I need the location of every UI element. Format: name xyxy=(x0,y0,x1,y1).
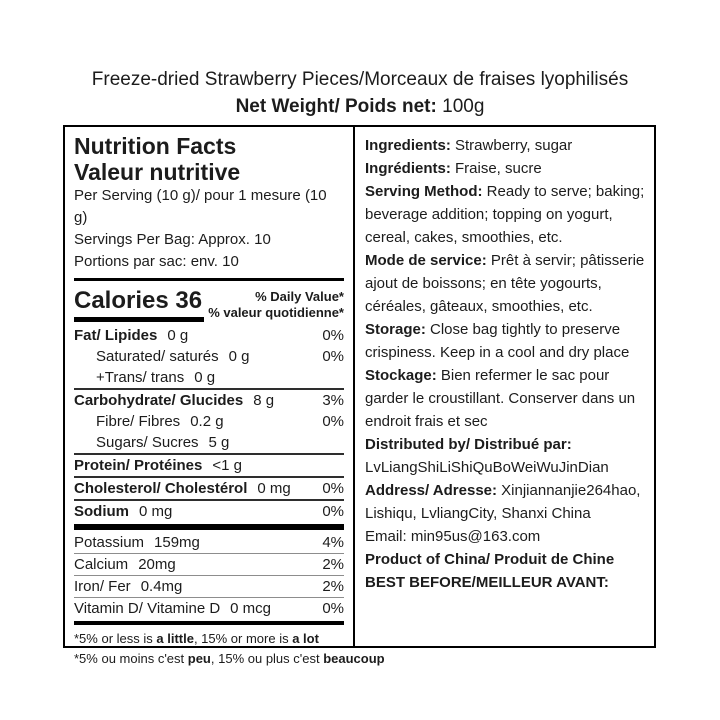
nutrient-row xyxy=(74,346,344,367)
nutrient-amount: 0 g xyxy=(194,369,216,386)
separator xyxy=(74,524,344,530)
calories-value: Calories 36 xyxy=(74,287,204,322)
nutrient-label: Fat/ Lipides xyxy=(74,327,158,344)
header xyxy=(0,66,720,120)
serving-line: Portions par sac: env. 10 xyxy=(74,253,239,270)
text-segment: peu xyxy=(187,651,211,666)
nutrient-rows xyxy=(74,325,344,625)
nutrient-name xyxy=(74,455,242,476)
net-weight xyxy=(0,93,720,120)
nutrient-label: Potassium xyxy=(74,534,145,551)
daily-value: 3% xyxy=(322,392,344,409)
text-segment: Email: min95us@163.com xyxy=(365,528,541,545)
nutrient-name xyxy=(74,501,172,522)
text-segment: a lot xyxy=(292,631,319,646)
daily-value: 0% xyxy=(322,480,344,497)
nutrient-name xyxy=(74,325,188,346)
info-paragraph xyxy=(365,571,646,594)
info-paragraph xyxy=(365,525,646,548)
info-paragraph xyxy=(365,134,646,157)
daily-value: 0% xyxy=(322,413,344,430)
nutrient-name xyxy=(74,390,274,411)
serving-line: Per Serving (10 g)/ pour 1 mesure (10 g) xyxy=(74,187,327,226)
net-weight-label: Net Weight/ Poids net: xyxy=(235,96,437,117)
text-segment: Stockage: xyxy=(365,367,437,384)
info-paragraph xyxy=(365,364,646,433)
nutrient-amount: 0 mg xyxy=(257,480,291,497)
text-segment: Mode de service: xyxy=(365,252,487,269)
nutrient-row xyxy=(74,325,344,346)
nutrient-row xyxy=(74,367,344,388)
nutrient-amount: <1 g xyxy=(212,457,242,474)
label-box xyxy=(63,125,656,666)
info-paragraph xyxy=(365,548,646,571)
info-paragraph xyxy=(365,433,646,456)
text-segment: , 15% or more is xyxy=(193,631,293,646)
text-segment: Bien refermer le sac pour garder le croustillant. Conserver dans un endroit frais et sec xyxy=(365,367,636,430)
text-segment: Product of China/ Produit de Chine xyxy=(365,551,615,568)
text-segment: Storage: xyxy=(365,321,426,338)
daily-value: 0% xyxy=(322,600,344,617)
nutrient-name xyxy=(74,346,249,367)
nutrient-label: Iron/ Fer xyxy=(74,578,131,595)
info-paragraph xyxy=(365,180,646,249)
nutrient-label: Protein/ Protéines xyxy=(74,457,203,474)
nutrient-name xyxy=(74,411,224,432)
text-segment: Close bag tightly to preserve crispiness. Keep in a cool and dry place xyxy=(365,321,630,361)
nutrient-amount: 5 g xyxy=(208,434,230,451)
text-segment: *5% or less is xyxy=(74,631,157,646)
text-segment: Fraise, sucre xyxy=(450,160,542,177)
product-title: Freeze-dried Strawberry Pieces/Morceaux de fraises lyophilisés xyxy=(91,69,629,90)
nutrient-amount: 0.4mg xyxy=(140,578,183,595)
text-segment: Address/ Adresse: xyxy=(365,482,497,499)
nutrient-name xyxy=(74,432,229,453)
nutrient-label: Carbohydrate/ Glucides xyxy=(74,392,244,409)
text-segment: LvLiangShiLiShiQuBoWeiWuJinDian xyxy=(365,459,609,476)
nutrient-row xyxy=(74,455,344,476)
daily-value-header: % Daily Value* % valeur quotidienne* xyxy=(208,289,344,320)
nutrient-amount: 0 mg xyxy=(139,503,173,520)
nutrient-label: Vitamin D/ Vitamine D xyxy=(74,600,221,617)
nutrient-amount: 8 g xyxy=(253,392,275,409)
nutrient-row xyxy=(74,390,344,411)
nutrient-row xyxy=(74,432,344,453)
nutrient-row xyxy=(74,598,344,619)
calories-section xyxy=(74,281,344,325)
text-segment: Serving Method: xyxy=(365,183,483,200)
nutrition-facts-title-en: Nutrition Facts xyxy=(74,133,237,159)
nutrient-amount: 0 g xyxy=(228,348,250,365)
separator xyxy=(74,621,344,625)
info-paragraph xyxy=(365,157,646,180)
nutrient-name xyxy=(74,532,200,553)
info-panel xyxy=(355,127,654,646)
text-segment: a little xyxy=(156,631,194,646)
daily-value: 2% xyxy=(322,578,344,595)
info-paragraph xyxy=(365,318,646,364)
nutrient-row xyxy=(74,501,344,522)
text-segment: Ingrédients: xyxy=(365,160,451,177)
nutrient-label: +Trans/ trans xyxy=(96,369,185,386)
nutrient-name xyxy=(74,554,176,575)
nutrient-amount: 0 mcg xyxy=(230,600,272,617)
daily-value: 2% xyxy=(322,556,344,573)
net-weight-value: 100g xyxy=(442,96,485,117)
serving-line: Servings Per Bag: Approx. 10 xyxy=(74,231,271,248)
nutrient-row xyxy=(74,478,344,499)
footnote xyxy=(74,649,385,669)
nutrient-row xyxy=(74,411,344,432)
nutrition-facts-title-fr: Valeur nutritive xyxy=(74,159,241,185)
nutrient-name xyxy=(74,367,215,388)
nutrient-amount: 0.2 g xyxy=(190,413,224,430)
nutrient-row xyxy=(74,532,344,553)
nutrient-amount: 0 g xyxy=(167,327,189,344)
footnote xyxy=(74,629,344,649)
nutrient-label: Saturated/ saturés xyxy=(96,348,219,365)
daily-value: 0% xyxy=(322,348,344,365)
info-paragraph xyxy=(365,249,646,318)
text-segment: beaucoup xyxy=(323,651,385,666)
nutrient-label: Fibre/ Fibres xyxy=(96,413,181,430)
nutrient-amount: 159mg xyxy=(154,534,200,551)
serving-info xyxy=(74,185,344,273)
daily-value: 4% xyxy=(322,534,344,551)
nutrient-label: Calcium xyxy=(74,556,129,573)
text-segment: , 15% ou plus c'est xyxy=(210,651,324,666)
text-segment: Strawberry, sugar xyxy=(450,137,573,154)
nutrient-label: Sugars/ Sucres xyxy=(96,434,199,451)
nutrient-row xyxy=(74,576,344,597)
info-paragraph xyxy=(365,479,646,525)
text-segment: *5% ou moins c'est xyxy=(74,651,188,666)
text-segment: BEST BEFORE/MEILLEUR AVANT: xyxy=(365,574,609,591)
nutrient-label: Cholesterol/ Cholestérol xyxy=(74,480,248,497)
text-segment: Ready to serve; baking; beverage addition; topping on yogurt, cereal, cakes, smoothies, etc. xyxy=(365,183,645,246)
nutrient-row xyxy=(74,554,344,575)
daily-value: 0% xyxy=(322,327,344,344)
nutrient-name xyxy=(74,478,291,499)
nutrient-name xyxy=(74,598,271,619)
daily-value: 0% xyxy=(322,503,344,520)
text-segment: Ingredients: xyxy=(365,137,451,154)
nutrient-label: Sodium xyxy=(74,503,129,520)
info-paragraph xyxy=(365,456,646,479)
text-segment: Prêt à servir; pâtisserie ajout de boissons; en tête yogourts, céréales, gâteaux, smoothies, etc. xyxy=(365,252,645,315)
footnotes xyxy=(74,626,385,669)
nutrient-name xyxy=(74,576,182,597)
nutrition-facts-panel xyxy=(65,127,385,666)
text-segment: Xinjiannanjie264hao, Lishiqu, LvliangCity, Shanxi China xyxy=(365,482,641,522)
text-segment: Distributed by/ Distribué par: xyxy=(365,436,572,453)
nutrient-amount: 20mg xyxy=(138,556,176,573)
